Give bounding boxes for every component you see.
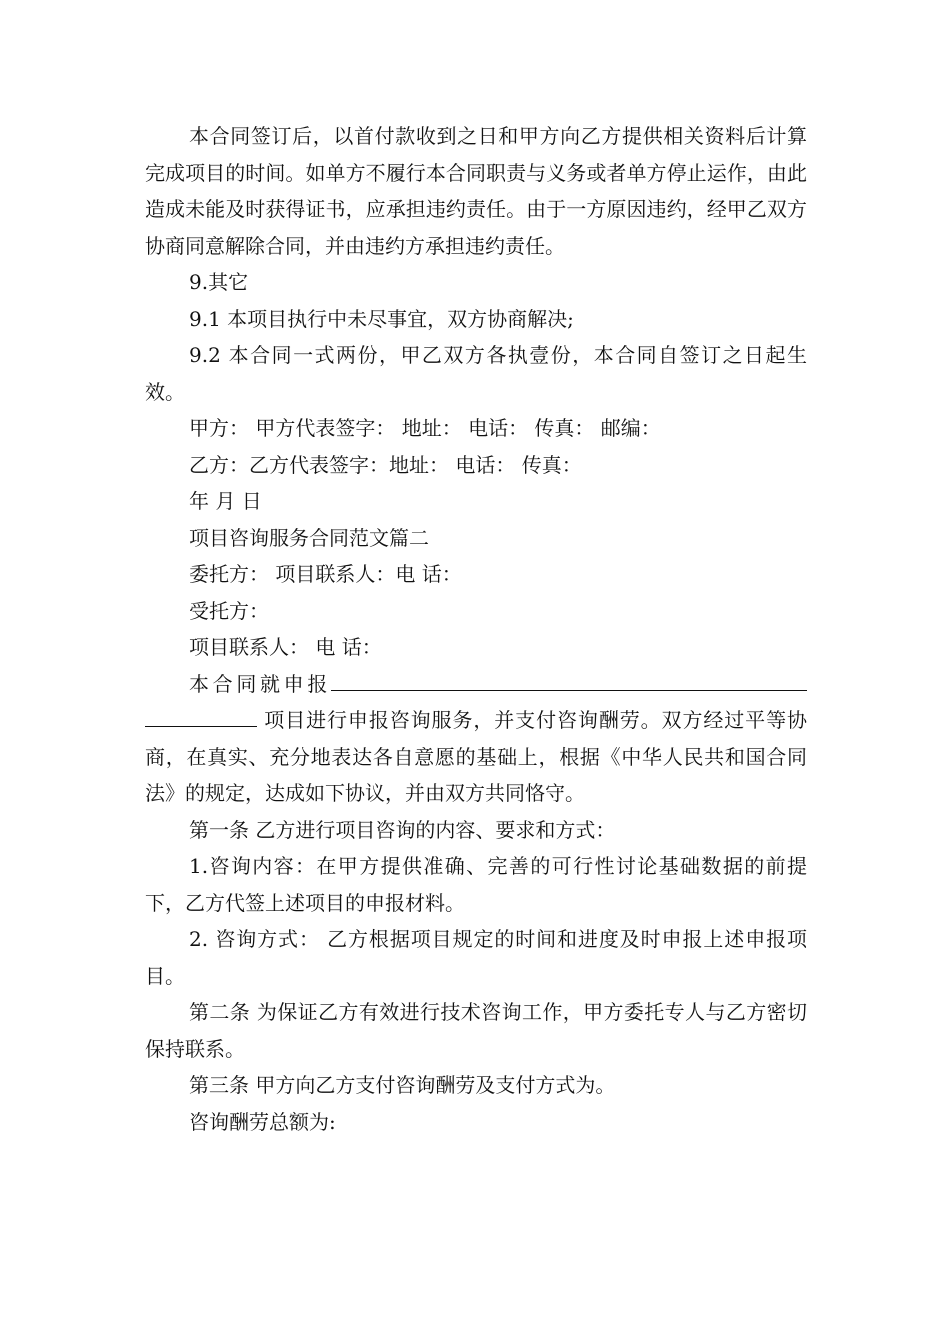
project-name-blank bbox=[331, 668, 807, 691]
project-name-blank-continued bbox=[145, 704, 257, 727]
article-1-heading: 第一条 乙方进行项目咨询的内容、要求和方式： bbox=[189, 817, 616, 842]
contact-person-line: 项目联系人： 电 话： bbox=[189, 635, 382, 659]
application-suffix: 项目进行申报咨询服务，并支付咨询酬劳。双方经过平等协商，在真实、充分地表达各自意愿的基础上，根据《中华人民共和国合同法》的规定，达成如下协议，并由双方共同恪守。 bbox=[145, 708, 807, 805]
party-b-signature-line: 乙方：乙方代表签字：地址： 电话： 传真： bbox=[189, 452, 582, 477]
clause-9-2: 9.2 本合同一式两份，甲乙双方各执壹份，本合同自签订之日起生效。 bbox=[145, 343, 807, 404]
date-line: 年 月 日 bbox=[189, 489, 262, 513]
application-prefix: 本合同就申报 bbox=[189, 671, 331, 696]
section-9-heading: 9.其它 bbox=[189, 270, 249, 294]
trustee-party-line: 受托方： bbox=[189, 598, 269, 623]
document-title-part-two: 项目咨询服务合同范文篇二 bbox=[189, 525, 429, 550]
article-1-item-1: 1.咨询内容：在甲方提供准确、完善的可行性讨论基础数据的前提下，乙方代签上述项目的申报材料。 bbox=[145, 854, 807, 915]
paragraph-completion-time: 本合同签订后，以首付款收到之日和甲方向乙方提供相关资料后计算 完成项目的时间。如单方不履行本合同职责与义务或者单方停止运作，由此造成未能及时获得证书，应承担违约责任。由于一方原因违约，经甲乙双方协商同意解除合同，并由违约方承担违约责任。 bbox=[145, 124, 807, 258]
client-party-line: 委托方： 项目联系人：电 话： bbox=[189, 562, 462, 586]
article-1-item-2: 2. 咨询方式： 乙方根据项目规定的时间和进度及时申报上述申报项目。 bbox=[145, 927, 807, 988]
document-page bbox=[145, 118, 807, 1140]
clause-9-1: 9.1 本项目执行中未尽事宜，双方协商解决; bbox=[189, 306, 574, 331]
party-a-signature-line: 甲方： 甲方代表签字： 地址： 电话： 传真： 邮编： bbox=[189, 416, 661, 440]
consulting-fee-total: 咨询酬劳总额为: bbox=[189, 1109, 336, 1134]
article-3: 第三条 甲方向乙方支付咨询酬劳及支付方式为。 bbox=[189, 1073, 616, 1097]
article-2: 第二条 为保证乙方有效进行技术咨询工作，甲方委托专人与乙方密切保持联系。 bbox=[145, 1000, 807, 1061]
application-paragraph bbox=[145, 666, 807, 812]
